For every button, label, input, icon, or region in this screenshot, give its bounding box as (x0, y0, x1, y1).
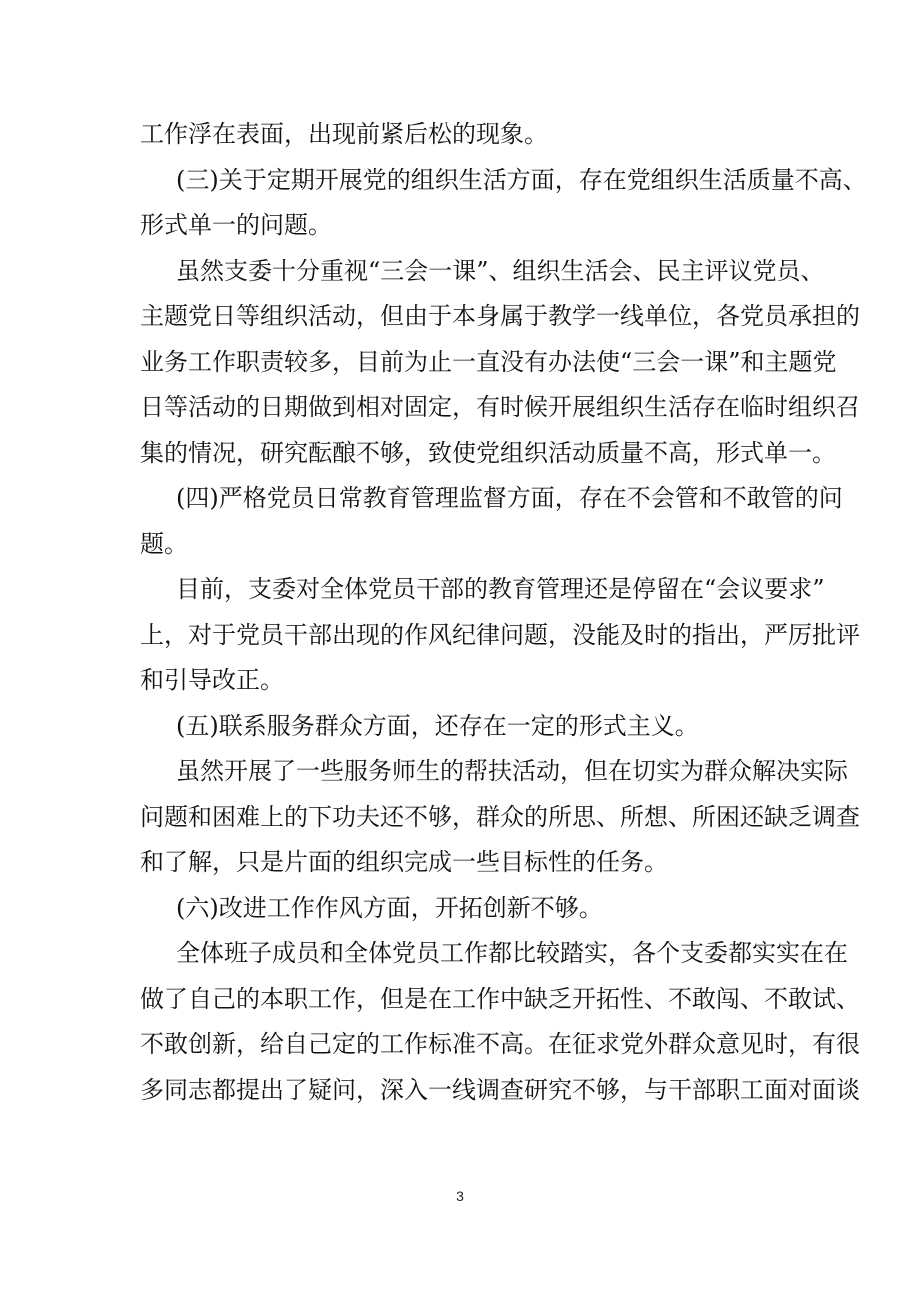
text-line: 主题党日等组织活动，但由于本身属于教学一线单位，各党员承担的 (140, 302, 860, 330)
text-line: 题。 (140, 529, 188, 558)
text-line: 工作浮在表面，出现前紧后松的现象。 (140, 120, 548, 148)
text-line: 做了自己的本职工作，但是在工作中缺乏开拓性、不敢闯、不敢试、 (140, 984, 860, 1013)
text-line: 集的情况，研究酝酿不够，致使党组织活动质量不高，形式单一。 (140, 438, 836, 467)
paragraph-start: 全体班子成员和全体党员工作都比较踏实，各个支委都实实在在 (176, 939, 848, 967)
paragraph-start: 虽然支委十分重视“三会一课”、组织生活会、民主评议党员、 (176, 256, 825, 285)
text-line: 和引导改正。 (140, 666, 284, 694)
document-body (140, 112, 867, 1113)
section-heading-5: (五)联系服务群众方面，还存在一定的形式主义。 (176, 711, 699, 740)
text-line: 多同志都提出了疑问，深入一线调查研究不够，与干部职工面对面谈 (140, 1075, 860, 1104)
paragraph-start: 目前，支委对全体党员干部的教育管理还是停留在“会议要求” (176, 575, 825, 603)
section-heading-4: (四)严格党员日常教育管理监督方面，存在不会管和不敢管的问 (176, 484, 843, 512)
text-line: 业务工作职责较多，目前为止一直没有办法使“三会一课”和主题党 (140, 347, 837, 376)
text-line: 上，对于党员干部出现的作风纪律问题，没能及时的指出，严厉批评 (140, 620, 860, 649)
section-heading-6: (六)改进工作作风方面，开拓创新不够。 (176, 893, 603, 922)
text-line: 和了解，只是片面的组织完成一些目标性的任务。 (140, 848, 668, 876)
text-line: 日等活动的日期做到相对固定，有时候开展组织生活存在临时组织召 (140, 393, 860, 421)
page-number: 3 (456, 1188, 464, 1204)
text-line: 形式单一的问题。 (140, 211, 332, 239)
text-line: 不敢创新，给自己定的工作标准不高。在征求党外群众意见时，有很 (140, 1030, 860, 1058)
paragraph-start: 虽然开展了一些服务师生的帮扶活动，但在切实为群众解决实际 (176, 757, 848, 785)
text-line: 问题和困难上的下功夫还不够，群众的所思、所想、所困还缺乏调查 (140, 802, 860, 831)
section-heading-3: (三)关于定期开展党的组织生活方面，存在党组织生活质量不高、 (176, 165, 867, 194)
